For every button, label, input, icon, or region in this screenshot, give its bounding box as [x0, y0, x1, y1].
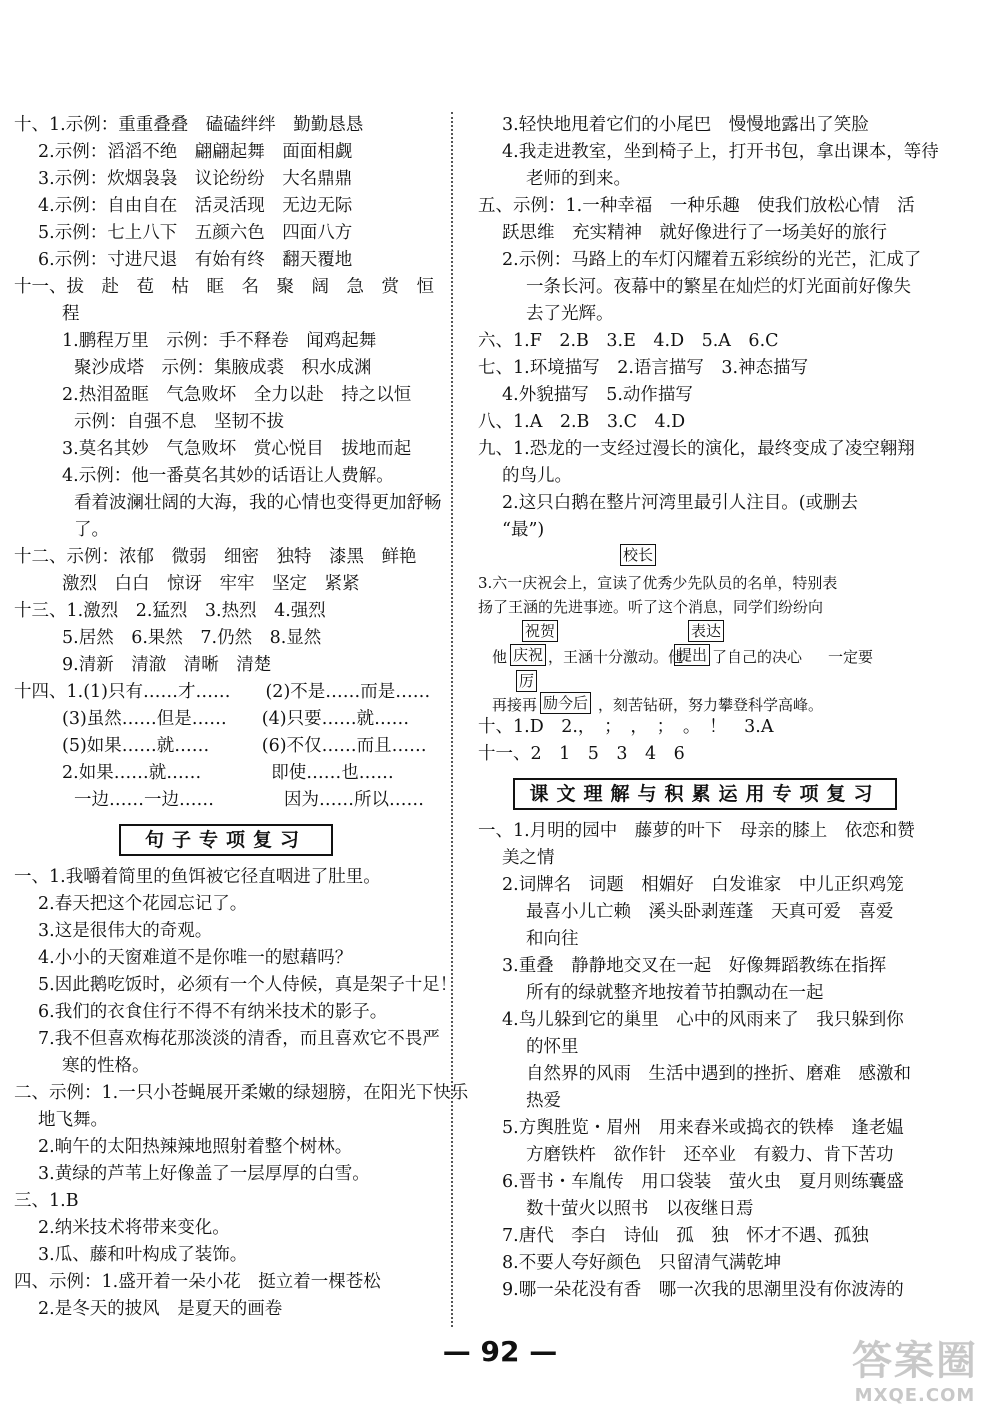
left-line: 2.是冬天的披风 是夏天的画卷: [38, 1299, 283, 1319]
right_bottom-line: 最喜小儿亡赖 溪头卧剥莲蓬 天真可爱 喜爱: [526, 902, 894, 922]
left-line: 6.示例：寸进尺退 有始有终 翻天覆地: [38, 250, 353, 270]
right_top-line: 2.示例：马路上的车灯闪耀着五彩缤纷的光芒，汇成了: [502, 250, 922, 270]
left-line: 2.晌午的太阳热辣辣地照射着整个树林。: [38, 1137, 353, 1157]
right_top-line: 七、1.环境描写 2.语言描写 3.神态描写: [478, 358, 809, 378]
left-line: 9.清新 清澈 清晰 清楚: [62, 655, 272, 675]
diagram-wrong-propose: 提出: [674, 644, 710, 666]
left-line: 4.小小的天窗难道不是你唯一的慰藉吗？: [38, 948, 353, 968]
right-bottom-block: [470, 818, 940, 1304]
right_mid-line: 十一、2 1 5 3 4 6: [478, 744, 685, 764]
left-line: 三、1.B: [14, 1191, 79, 1211]
diagram-correction-express: 表达: [688, 620, 724, 642]
right_bottom-line: 一、1.月明的园中 藤萝的叶下 母亲的膝上 依恋和赞: [478, 821, 915, 841]
right_bottom-line: 热爱: [526, 1091, 561, 1111]
diagram-line-4a: 再接再: [492, 696, 538, 714]
right_bottom-line: 3.重叠 静静地交叉在一起 好像舞蹈教练在指挥: [502, 956, 887, 976]
left-line: 3.瓜、藤和叶构成了装饰。: [38, 1245, 248, 1265]
column-divider: [451, 112, 453, 1327]
left-line: 十二、示例：浓郁 微弱 细密 独特 漆黑 鲜艳: [14, 547, 417, 567]
left-line: 激烈 白白 惊讶 牢牢 坚定 紧紧: [62, 574, 360, 594]
right_top-line: 3.轻快地甩着它们的小尾巴 慢慢地露出了笑脸: [502, 115, 869, 135]
diagram-line-4c: ，刻苦钻研，努力攀登科学高峰。: [598, 696, 824, 714]
right_bottom-line: 方磨铁杵 欲作针 还卒业 有毅力、肯下苦功: [526, 1145, 894, 1165]
right_bottom-line: 2.词牌名 词题 相媚好 白发谁家 中儿正织鸡笼: [502, 875, 904, 895]
right_mid-line: 十、1.D 2.， ； ， ； 。 ！ 3.A: [478, 717, 774, 737]
diagram-wrong-lijin: 励今后: [540, 692, 591, 714]
diagram-wrong-celebrate: 庆祝: [510, 644, 546, 666]
right_top-line: 4.外貌描写 5.动作描写: [502, 385, 693, 405]
left-line: 一边……一边…… 因为……所以……: [74, 790, 424, 810]
right_bottom-line: 和向往: [526, 929, 579, 949]
diagram-line-3f: 一定要: [828, 648, 874, 666]
right_top-line: 2.这只白鹅在整片河湾里最引人注目。(或删去: [502, 493, 859, 513]
right_bottom-line: 数十萤火以照书 以夜继日焉: [526, 1199, 754, 1219]
watermark-url: MXQE.COM: [854, 1385, 976, 1406]
left-line: 2.春天把这个花园忘记了。: [38, 894, 248, 914]
page-number: — 92 —: [442, 1335, 558, 1368]
correction-diagram: [478, 544, 940, 714]
left-line: 十三、1.激烈 2.猛烈 3.热烈 4.强烈: [14, 601, 326, 621]
right_top-line: 4.我走进教室，坐到椅子上，打开书包，拿出课本，等待: [502, 142, 939, 162]
left-line: 聚沙成塔 示例：集腋成裘 积水成渊: [74, 358, 372, 378]
left-line: (3)虽然……但是…… (4)只要……就……: [62, 709, 410, 729]
left-line: 3.这是很伟大的奇观。: [38, 921, 213, 941]
left-line: 了。: [74, 520, 109, 540]
right_top-line: “最”): [502, 520, 545, 540]
diagram-line-3a: 他: [492, 648, 508, 666]
right_top-line: 的鸟儿。: [502, 466, 572, 486]
right_bottom-line: 自然界的风雨 生活中遇到的挫折、磨难 感激和: [526, 1064, 911, 1084]
right_top-line: 八、1.A 2.B 3.C 4.D: [478, 412, 686, 432]
left-line: 地飞舞。: [38, 1110, 108, 1130]
left-line: 3.黄绿的芦苇上好像盖了一层厚厚的白雪。: [38, 1164, 370, 1184]
diagram-correction-li: 厉: [516, 670, 537, 692]
left-line: 3.莫名其妙 气急败坏 赏心悦目 拔地而起: [62, 439, 412, 459]
left-line: 2.示例：滔滔不绝 翩翩起舞 面面相觑: [38, 142, 353, 162]
right_bottom-line: 9.哪一朵花没有香 哪一次我的思潮里没有你波涛的: [502, 1280, 904, 1300]
diagram-insert-principal: 校长: [620, 544, 656, 566]
top-margin: [0, 0, 1000, 98]
diagram-line-1: 3.六一庆祝会上，宣读了优秀少先队员的名单，特别表: [478, 574, 838, 592]
left-line: 十四、1.(1)只有……才…… (2)不是……而是……: [14, 682, 431, 702]
left-line: 程: [62, 304, 80, 324]
left-line: 5.居然 6.果然 7.仍然 8.显然: [62, 628, 322, 648]
left-column: [6, 112, 469, 1323]
right_top-line: 五、示例：1.一种幸福 一种乐趣 使我们放松心情 活: [478, 196, 915, 216]
left-line: 2.热泪盈眶 气急败坏 全力以赴 持之以恒: [62, 385, 412, 405]
right_top-line: 一条长河。夜幕中的繁星在灿烂的灯光面前好像失: [526, 277, 911, 297]
right_bottom-line: 5.方舆胜览・眉州 用来舂米或捣衣的铁棒 逢老媪: [502, 1118, 904, 1138]
left-line: 5.示例：七上八下 五颜六色 四面八方: [38, 223, 353, 243]
right_top-line: 跃思维 充实精神 就好像进行了一场美好的旅行: [502, 223, 887, 243]
left-line: 2.如果……就…… 即使……也……: [62, 763, 394, 783]
right-column: [470, 112, 940, 1304]
left-line: 看着波澜壮阔的大海，我的心情也变得更加舒畅: [74, 493, 442, 513]
section-heading-sentences: 句子专项复习: [119, 824, 333, 856]
left-line: 二、示例：1.一只小苍蝇展开柔嫩的绿翅膀，在阳光下快乐: [14, 1083, 469, 1103]
right_top-line: 老师的到来。: [526, 169, 631, 189]
right_bottom-line: 7.唐代 李白 诗仙 孤 独 怀才不遇、孤独: [502, 1226, 869, 1246]
diagram-line-3e: 了自己的决心: [712, 648, 803, 666]
left-line: 6.我们的衣食住行不得不有纳米技术的影子。: [38, 1002, 388, 1022]
left-line: 4.示例：他一番莫名其妙的话语让人费解。: [62, 466, 394, 486]
left-line: 4.示例：自由自在 活灵活现 无边无际: [38, 196, 353, 216]
right_bottom-line: 所有的绿就整齐地按着节拍飘动在一起: [526, 983, 824, 1003]
left-line: 十、1.示例：重重叠叠 磕磕绊绊 勤勤恳恳: [14, 115, 364, 135]
left-line: 2.纳米技术将带来变化。: [38, 1218, 230, 1238]
watermark-text: 答案圈: [852, 1338, 978, 1384]
watermark-logo: [840, 1337, 990, 1417]
diagram-line-2: 扬了王涵的先进事迹。听了这个消息，同学们纷纷向: [478, 598, 824, 616]
left-line: 3.示例：炊烟袅袅 议论纷纷 大名鼎鼎: [38, 169, 353, 189]
left-line: 示例：自强不息 坚韧不拔: [74, 412, 284, 432]
right_bottom-line: 的怀里: [526, 1037, 579, 1057]
right_bottom-line: 美之情: [502, 848, 555, 868]
left-line: 寒的性格。: [62, 1056, 150, 1076]
left-line: 四、示例：1.盛开着一朵小花 挺立着一棵苍松: [14, 1272, 381, 1292]
diagram-correction-congratulate: 祝贺: [522, 620, 558, 642]
left-line: 1.鹏程万里 示例：手不释卷 闻鸡起舞: [62, 331, 377, 351]
right_top-line: 去了光辉。: [526, 304, 614, 324]
left-line: 十一、拔 赴 苞 枯 眶 名 聚 阔 急 赏 恒: [14, 277, 434, 297]
diagram-line-3c: ，王涵十分激动。他: [548, 648, 684, 666]
right_bottom-line: 6.晋书・车胤传 用口袋装 萤火虫 夏月则练囊盛: [502, 1172, 904, 1192]
left-line: 5.因此鹅吃饭时，必须有一个人侍候，真是架子十足！: [38, 975, 458, 995]
right_bottom-line: 4.鸟儿躲到它的巢里 心中的风雨来了 我只躲到你: [502, 1010, 904, 1030]
right_top-line: 六、1.F 2.B 3.E 4.D 5.A 6.C: [478, 331, 779, 351]
left-line: 7.我不但喜欢梅花那淡淡的清香，而且喜欢它不畏严: [38, 1029, 440, 1049]
left-line: 一、1.我嚼着简里的鱼饵被它径直咽进了肚里。: [14, 867, 381, 887]
right-top-block: [470, 112, 940, 544]
section-heading-reading: 课文理解与积累运用专项复习: [513, 778, 897, 810]
right-mid-block: [470, 714, 940, 768]
right_top-line: 九、1.恐龙的一支经过漫长的演化，最终变成了凌空翱翔: [478, 439, 915, 459]
right_bottom-line: 8.不要人夸好颜色 只留清气满乾坤: [502, 1253, 782, 1273]
left-line: (5)如果……就…… (6)不仅……而且……: [62, 736, 427, 756]
